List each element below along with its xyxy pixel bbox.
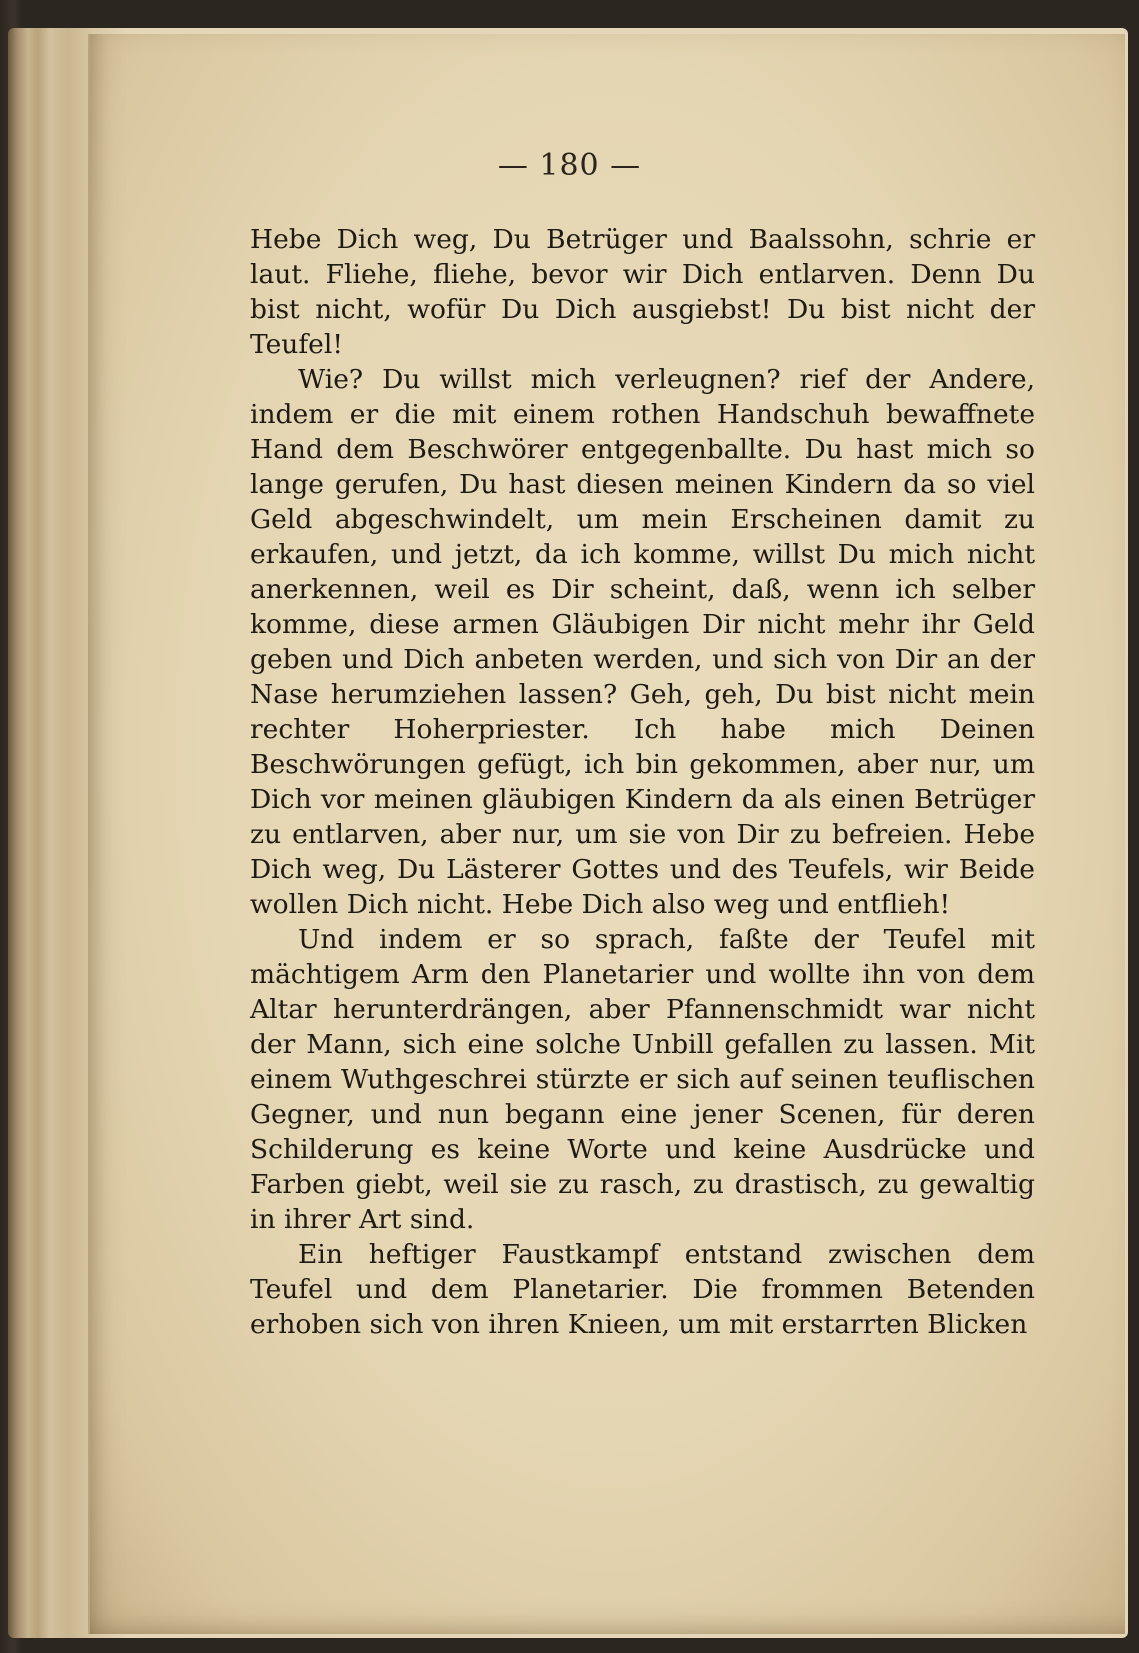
body-text: [250, 222, 1035, 1342]
paragraph-1: Hebe Dich weg, Du Betrüger und Baalssohn, schrie er laut. Fliehe, fliehe, bevor wir Dich entlarven. Denn Du bist nicht, wofür Du Dich ausgiebst! Du bist nicht der Teufel!: [250, 224, 1035, 360]
paragraph-3: Und indem er so sprach, faßte der Teufel mit mächtigem Arm den Planetarier und wollte ihn von dem Altar herunterdrängen, aber Pfannenschmidt war nicht der Mann, sich eine solche Unbill gefallen zu lassen. Mit einem Wuthgeschrei stürzte er sich auf seinen teuflischen Gegner, und nun begann eine jener Scenen, für deren Schilderung es keine Worte und keine Ausdrücke und Farben giebt, weil sie zu rasch, zu drastisch, zu gewaltig in ihrer Art sind.: [250, 924, 1035, 1235]
paragraph-4: Ein heftiger Faustkampf entstand zwischen dem Teufel und dem Planetarier. Die frommen Betenden erhoben sich von ihren Knieen, um mit erstarrten Blicken: [250, 1239, 1035, 1340]
paragraph-2: Wie? Du willst mich verleugnen? rief der Andere, indem er die mit einem rothen Handschuh bewaffnete Hand dem Beschwörer entgegenballte. Du hast mich so lange gerufen, Du hast diesen meinen Kindern da so viel Geld abgeschwindelt, um mein Erscheinen damit zu erkaufen, und jetzt, da ich komme, willst Du mich nicht anerkennen, weil es Dir scheint, daß, wenn ich selber komme, diese armen Gläubigen Dir nicht mehr ihr Geld geben und Dich anbeten werden, und sich von Dir an der Nase herumziehen lassen? Geh, geh, Du bist nicht mein rechter Hoherpriester. Ich habe mich Deinen Beschwörungen gefügt, ich bin gekommen, aber nur, um Dich vor meinen gläubigen Kindern da als einen Betrüger zu entlarven, aber nur, um sie von Dir zu befreien. Hebe Dich weg, Du Lästerer Gottes und des Teufels, wir Beide wollen Dich nicht. Hebe Dich also weg und entflieh!: [250, 364, 1035, 920]
page-number: — 180 —: [497, 148, 642, 183]
